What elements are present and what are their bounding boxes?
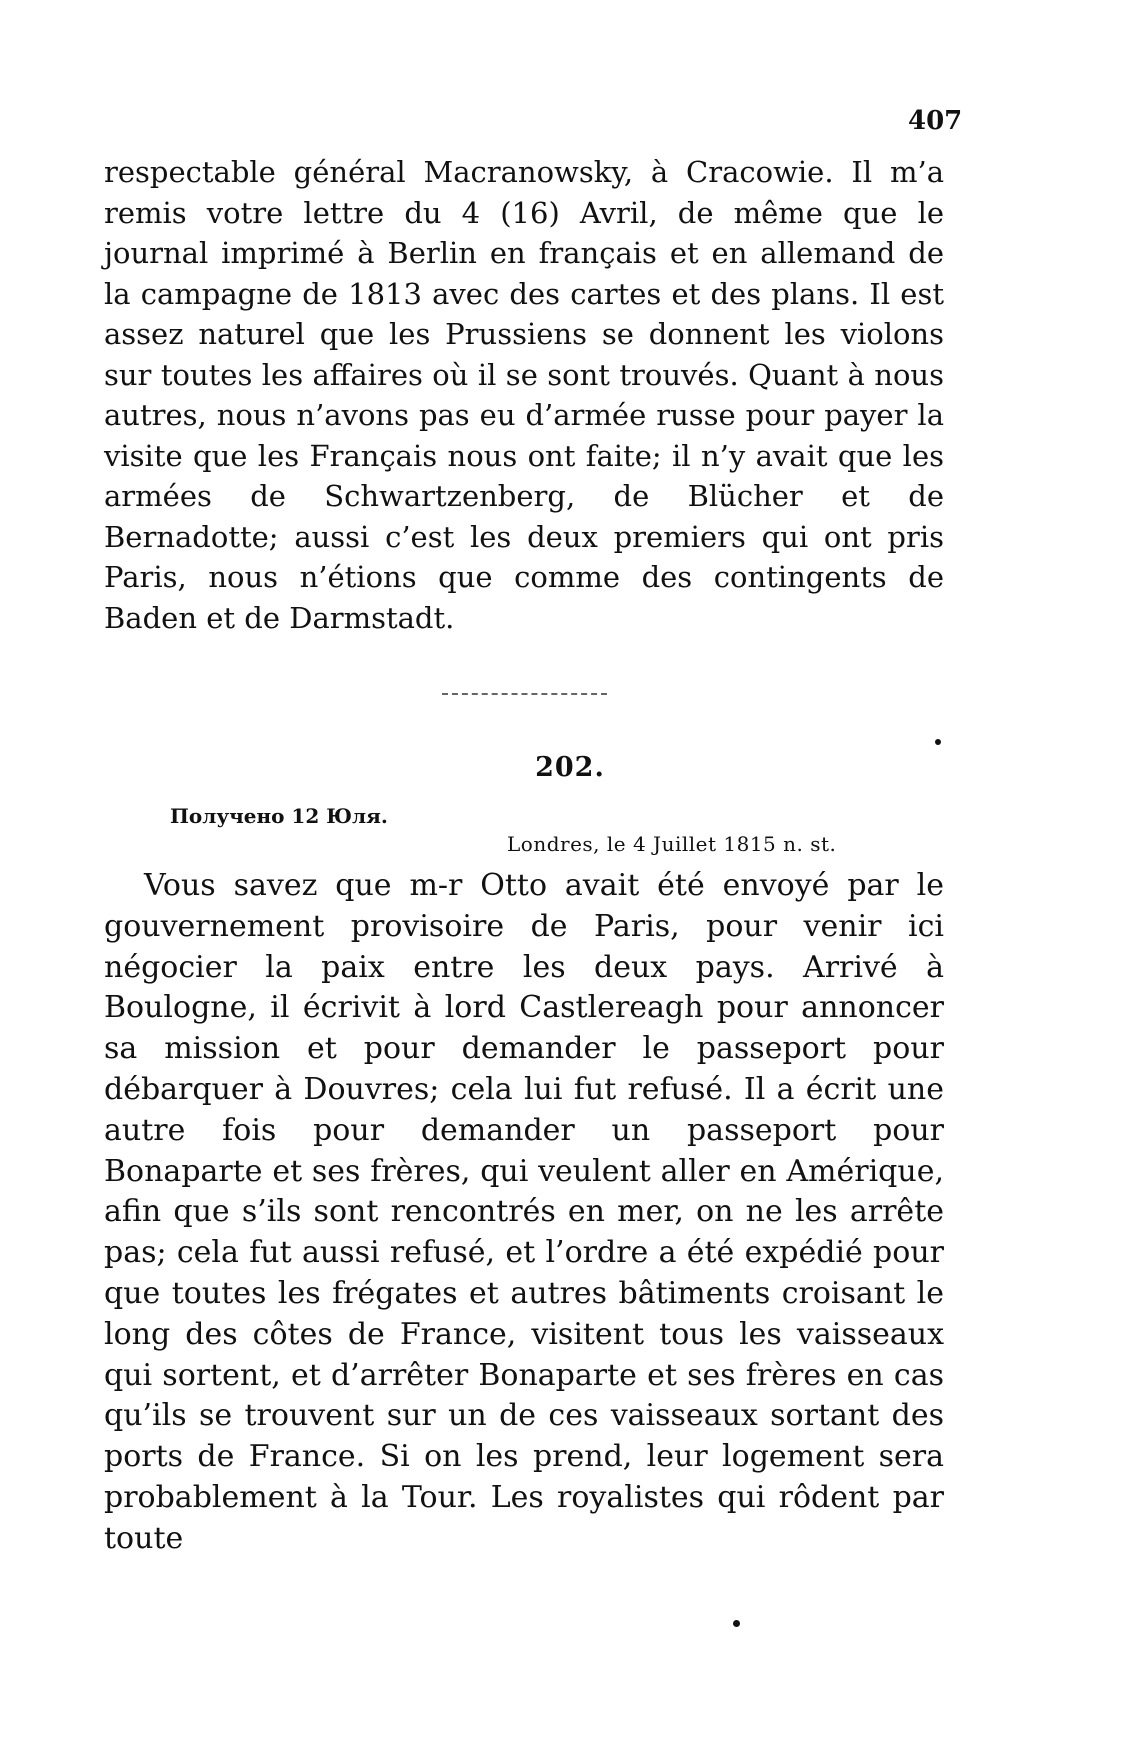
section-separator [442,693,607,697]
ink-speck [935,739,941,745]
letter-body-paragraph: Vous savez que m-r Otto avait été envoyé par le gouvernement provisoire de Paris, pour venir ici négocier la paix entre les deux pays. Arrivé à Boulogne, il écrivit à lord Castlereagh pour annoncer sa mission et pour demander le passeport pour débarquer à Douvres; cela lui fut refusé. Il a écrit une autre fois pour demander un passeport pour Bonaparte et ses frères, qui veulent aller en Amérique, afin que s’ils sont rencontrés en mer, on ne les arrête pas; cela fut aussi refusé, et l’ordre a été expédié pour que toutes les frégates et autres bâtiments croisant le long des côtes de France, visitent tous les vaisseaux qui sortent, et d’arrêter Bonaparte et ses frères en cas qu’ils se trouvent sur un de ces vaisseaux sortant des ports de France. Si on les prend, leur logement sera probablement à la Tour. Les royalistes qui rôdent par toute [104,868,944,1556]
received-note: Получено 12 Юля. [170,804,388,828]
letter-number: 202. [535,752,605,783]
continuation-paragraph-block [104,152,944,638]
ink-speck [733,1620,740,1627]
letter-dateline: Londres, le 4 Juillet 1815 n. st. [507,832,837,856]
page-number: 407 [908,106,963,136]
letter-body-block [104,866,944,1560]
continuation-paragraph: respectable général Macranowsky, à Cracowie. Il m’a remis votre lettre du 4 (16) Avril, de même que le journal imprimé à Berlin en français et en allemand de la campagne de 1813 avec des cartes et des plans. Il est assez naturel que les Prussiens se donnent les violons sur toutes les affaires où il se sont trouvés. Quant à nous autres, nous n’avons pas eu d’armée russe pour payer la visite que les Français nous ont faite; il n’y avait que les armées de Schwartzenberg, de Blücher et de Bernadotte; aussi c’est les deux premiers qui ont pris Paris, nous n’étions que comme des contingents de Baden et de Darmstadt. [104,155,944,635]
